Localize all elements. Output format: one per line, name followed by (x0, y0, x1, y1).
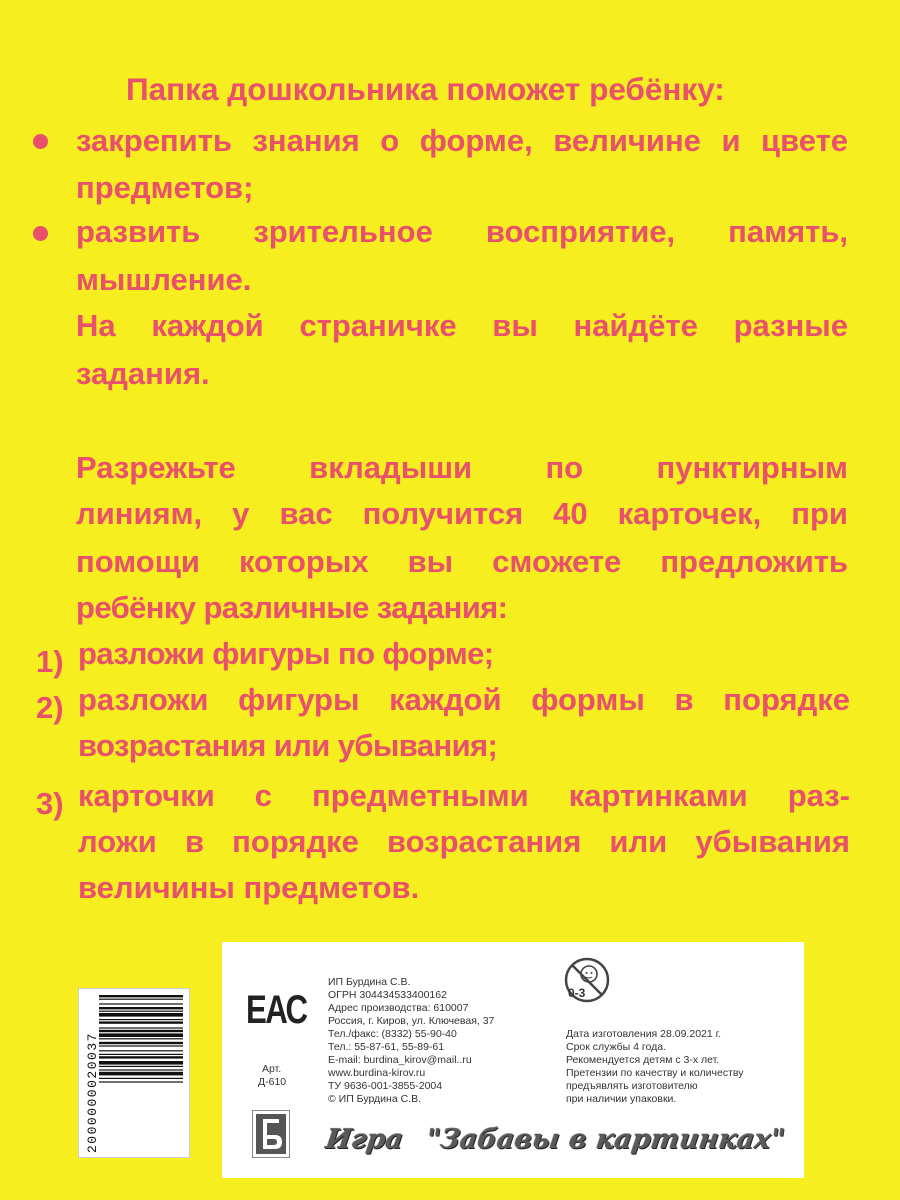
barcode-bar (99, 1054, 183, 1055)
barcode-bar (99, 999, 183, 1000)
bullet-2-line-1: развить зрительное восприятие, память, (76, 214, 848, 249)
barcode-bar (99, 1013, 183, 1017)
barcode-bar (99, 1019, 183, 1020)
task-2-number: 2) (36, 690, 64, 725)
manufacture-info-line: Срок службы 4 года. (566, 1041, 666, 1053)
series-title (324, 1124, 798, 1155)
publisher-line: E-mail: burdina_kirov@mail..ru (328, 1054, 472, 1066)
barcode-bar (99, 1027, 183, 1028)
publisher-line: Тел.: 55-87-61, 55-89-61 (328, 1041, 445, 1053)
series-prefix: Игра (323, 1124, 406, 1155)
barcode-bar (99, 1056, 183, 1058)
barcode-bar (99, 1069, 183, 1070)
bullet-dot (33, 134, 48, 149)
barcode-bar (99, 1042, 183, 1044)
task-3-number: 3) (36, 786, 64, 821)
barcode-bar (99, 1061, 183, 1065)
barcode-bar (99, 1045, 183, 1046)
article-code: Д-610 (258, 1076, 287, 1088)
bullet-dot (33, 226, 48, 241)
publisher-logo-icon (252, 1110, 290, 1158)
barcode-bar (99, 1072, 183, 1076)
publisher-line: ИП Бурдина С.В. (328, 976, 411, 988)
bullet-2-line-2: мышление. (76, 262, 252, 297)
publisher-line: © ИП Бурдина С.В. (328, 1093, 422, 1105)
barcode-bar (99, 1030, 183, 1032)
para-2-line-4: ребёнку различные задания: (76, 590, 508, 625)
publisher-line: Адрес производства: 610007 (328, 1002, 469, 1014)
publisher-line: www.burdina-kirov.ru (328, 1067, 426, 1079)
age-icon-label: 0-3 (568, 986, 586, 1000)
publisher-line: Тел./факс: (8332) 55-90-40 (328, 1028, 457, 1040)
barcode-bar (99, 1033, 183, 1037)
intro-heading: Папка дошкольника поможет ребёнку: (126, 71, 725, 107)
barcode-bar (99, 1038, 183, 1039)
task-2-line-1: разложи фигуры каждой формы в порядке (78, 682, 850, 717)
publisher-line: ТУ 9636-001-3855-2004 (328, 1080, 443, 1092)
barcode-bar (99, 1081, 183, 1082)
para-2-line-1: Разрежьте вкладыши по пунктирным (76, 450, 848, 485)
bullet-1-line-2: предметов; (76, 170, 254, 205)
task-1-line-1: разложи фигуры по форме; (78, 636, 494, 671)
manufacture-info-line: при наличии упаковки. (566, 1093, 677, 1105)
barcode-bar (99, 1066, 183, 1067)
task-3-line-1: карточки с предметными картинками раз- (78, 778, 850, 813)
barcode-bar (99, 1003, 183, 1004)
barcode-bar (99, 995, 183, 997)
task-1-number: 1) (36, 644, 64, 679)
article-label: Арт. (262, 1063, 282, 1075)
barcode-bar (99, 1011, 183, 1012)
para-1-line-1: На каждой страничке вы найдёте разные (76, 308, 848, 343)
task-3-line-3: величины предметов. (78, 870, 420, 905)
barcode-bar (99, 1007, 183, 1009)
barcode-bar (99, 1078, 183, 1079)
barcode (78, 988, 190, 1158)
manufacture-info-line: Претензии по качеству и количеству (566, 1067, 744, 1079)
publisher-line: Россия, г. Киров, ул. Ключевая, 37 (328, 1015, 495, 1027)
publisher-line: ОГРН 304434533400162 (328, 989, 447, 1001)
eac-mark: ЕАС (246, 988, 307, 1032)
manufacture-info-line: Рекомендуется детям с 3-х лет. (566, 1054, 720, 1066)
barcode-bar (99, 1050, 183, 1051)
series-name: "Забавы в картинках" (424, 1124, 787, 1155)
barcode-bars (99, 995, 183, 1083)
bullet-1-line-1: закрепить знания о форме, величине и цвете (76, 123, 848, 158)
manufacture-info-line: Дата изготовления 28.09.2021 г. (566, 1028, 722, 1040)
para-1-line-2: задания. (76, 356, 210, 391)
task-2-line-2: возрастания или убывания; (78, 728, 498, 763)
para-2-line-3: помощи которых вы сможете предложить (76, 544, 848, 579)
para-2-line-2: линиям, у вас получится 40 карточек, при (76, 496, 848, 531)
task-3-line-2: ложи в порядке возрастания или убывания (78, 824, 850, 859)
barcode-digits: 2000000020037 (85, 1032, 100, 1153)
manufacture-info-line: предъявлять изготовителю (566, 1080, 698, 1092)
barcode-bar (99, 1021, 183, 1023)
